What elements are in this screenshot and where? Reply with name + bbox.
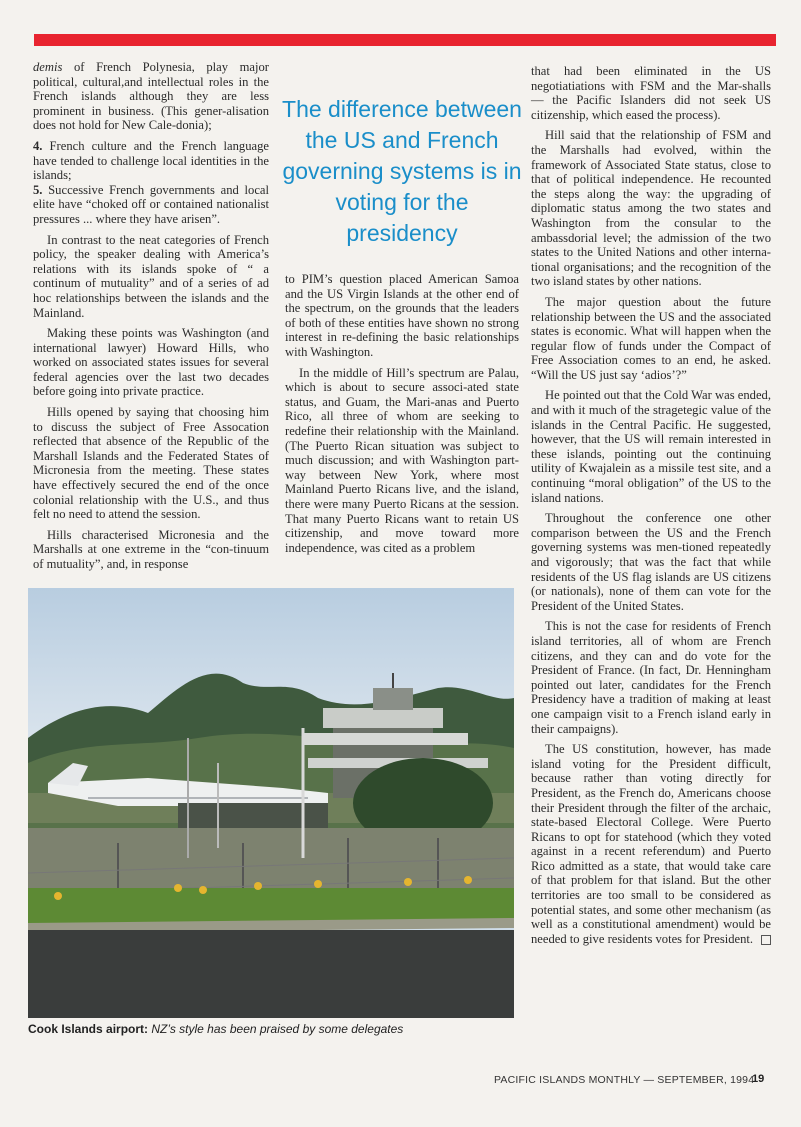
col3-paragraph-5: Throughout the conference one other comparison between the US and the French governing systems was men-tioned repeatedly and vigorously; that was the fact that while residents of the US flag islands are US citizens (or nationals), none of them can vote for the President of the United States. bbox=[531, 511, 771, 613]
italic-word: demis bbox=[33, 60, 63, 74]
col1-paragraph-5: Making these points was Washington (and international lawyer) Howard Hills, who worked on associated states issues for several federal agencies over the last two decades before going into private practice. bbox=[33, 326, 269, 399]
red-header-bar bbox=[34, 34, 776, 46]
caption-text: NZ’s style has been praised by some delegates bbox=[151, 1022, 404, 1036]
col2-paragraph-2: In the middle of Hill’s spectrum are Palau, which is about to secure associ-ated state status, and Guam, the Mari-anas and Puerto Rico, all three of whom are seeking to redefine their relationship with the Mainland. (The Puerto Rican situation was subject to much discussion; and with Washington part-way between New York, where most Mainland Puerto Ricans live, and the island, there were many Puerto Ricans at the session. That many Puerto Ricans want to retain US citizenship, and move toward more independence, was cited as a problem bbox=[285, 365, 519, 555]
caption-label: Cook Islands airport: bbox=[28, 1022, 149, 1036]
list-number-4: 4. bbox=[33, 138, 43, 153]
col3-paragraph-2: Hill said that the relationship of FSM and the Marshalls had evolved, within the framework of Associated State status, close to that of political independence. He recounted the steps along the way: the upgrading of diplomatic status among the two states and Washington from the consular to the ambassdorial level; the admission of the two states to the United Nations and other interna-tional organisations; and the recognition of the two island states by other nations. bbox=[531, 128, 771, 289]
col1-paragraph-7: Hills characterised Micronesia and the Marshalls at one extreme in the “con-tinuum of mutuality”, and, in response bbox=[33, 527, 269, 571]
column-2 bbox=[285, 272, 519, 561]
col3-paragraph-6: This is not the case for residents of French island territories, all of whom are French citizens, and they can and do vote for the President of France. (In fact, Dr. Henningham pointed out later, candidates for the French Presidency have a tradition of making at least one campaign visit to a French island early in their campaigns). bbox=[531, 619, 771, 736]
col1-p2-text: French culture and the French language have tended to challenge local identities in the islands; bbox=[33, 138, 269, 183]
col3-paragraph-3: The major question about the future relationship between the US and the associated states is economic. What will happen when the regular flow of funds under the Compact of Free Association comes to an end, he asked. “Will the US just say ‘adios’?” bbox=[531, 294, 771, 382]
end-mark-icon bbox=[761, 935, 771, 945]
col1-paragraph-6: Hills opened by saying that choosing him to discuss the subject of Free Assocation reflected that absence of the Republic of the Marshall Islands and the Federated States of Micronesia from the meeting. These states have effectively secured the end of the once colonial relationship with the U.S., and thus felt no need to attend the session. bbox=[33, 405, 269, 522]
col3-p7-text: The US constitution, however, has made island voting for the President difficult, because rather than voting directly for President, as the French do, Americans choose their President through the filter of the archaic, state-based Electoral College. Were Puerto Ricans to opt for statehood (which they voted against in a recent referendum) and Puerto Rico admitted as a state, that would take care of that problem for that island. But the other territories are too small to be considered as potential states, and some other mechanism (as well as a constitutional amendment) would be needed to give residents votes for President. bbox=[531, 742, 771, 946]
col3-paragraph-1: that had been eliminated in the US negotiatiations with FSM and the Mar-shalls — the Pacific Islanders did not seek US citizenship, which eased the process). bbox=[531, 64, 771, 122]
footer-publication: PACIFIC ISLANDS MONTHLY — SEPTEMBER, 1994 bbox=[494, 1074, 755, 1086]
page-number: 19 bbox=[752, 1073, 765, 1085]
col3-paragraph-7 bbox=[531, 742, 771, 946]
column-3 bbox=[531, 64, 771, 952]
col1-p3-text: Successive French governments and local elite have “choked off or contained nationalist pressures ... where they have arisen”. bbox=[33, 182, 269, 226]
list-number-5: 5. bbox=[33, 182, 43, 197]
col1-paragraph-1 bbox=[33, 60, 269, 133]
airport-photo-illustration bbox=[28, 588, 514, 1018]
photo-caption bbox=[28, 1022, 518, 1036]
col1-p1-rest: of French Polynesia, play major political, cultural,and intellectual roles in the French islands although they are less prominent in business. (This gener-alisation does not hold for New Cale-donia); bbox=[33, 60, 269, 133]
col1-paragraph-4: In contrast to the neat categories of French policy, the speaker dealing with America’s relations with its islands spoke of “ a continum of mutuality” and of a series of ad hoc relationships between the islands and the Mainland. bbox=[33, 232, 269, 320]
col1-paragraph-3 bbox=[33, 183, 269, 227]
pull-quote: The difference between the US and French governing systems is in voting for the presidency bbox=[282, 96, 522, 246]
column-1 bbox=[33, 60, 269, 578]
col2-paragraph-1: to PIM’s question placed American Samoa and the US Virgin Islands at the other end of the spectrum, on the grounds that the leaders of both of these entities have shown no strong interest in re-defining the basic relationships with Washington. bbox=[285, 272, 519, 359]
col1-paragraph-2 bbox=[33, 139, 269, 183]
airport-photo bbox=[28, 588, 514, 1018]
col3-paragraph-4: He pointed out that the Cold War was ended, and with it much of the stragetegic value of the islands in the Central Pacific. He suggested, however, that the US will remain interested in these islands, pointing out the continuing utility of Kwajalein as a missile test site, and a continuing “moral obligation” of the US to the island nations. bbox=[531, 388, 771, 505]
